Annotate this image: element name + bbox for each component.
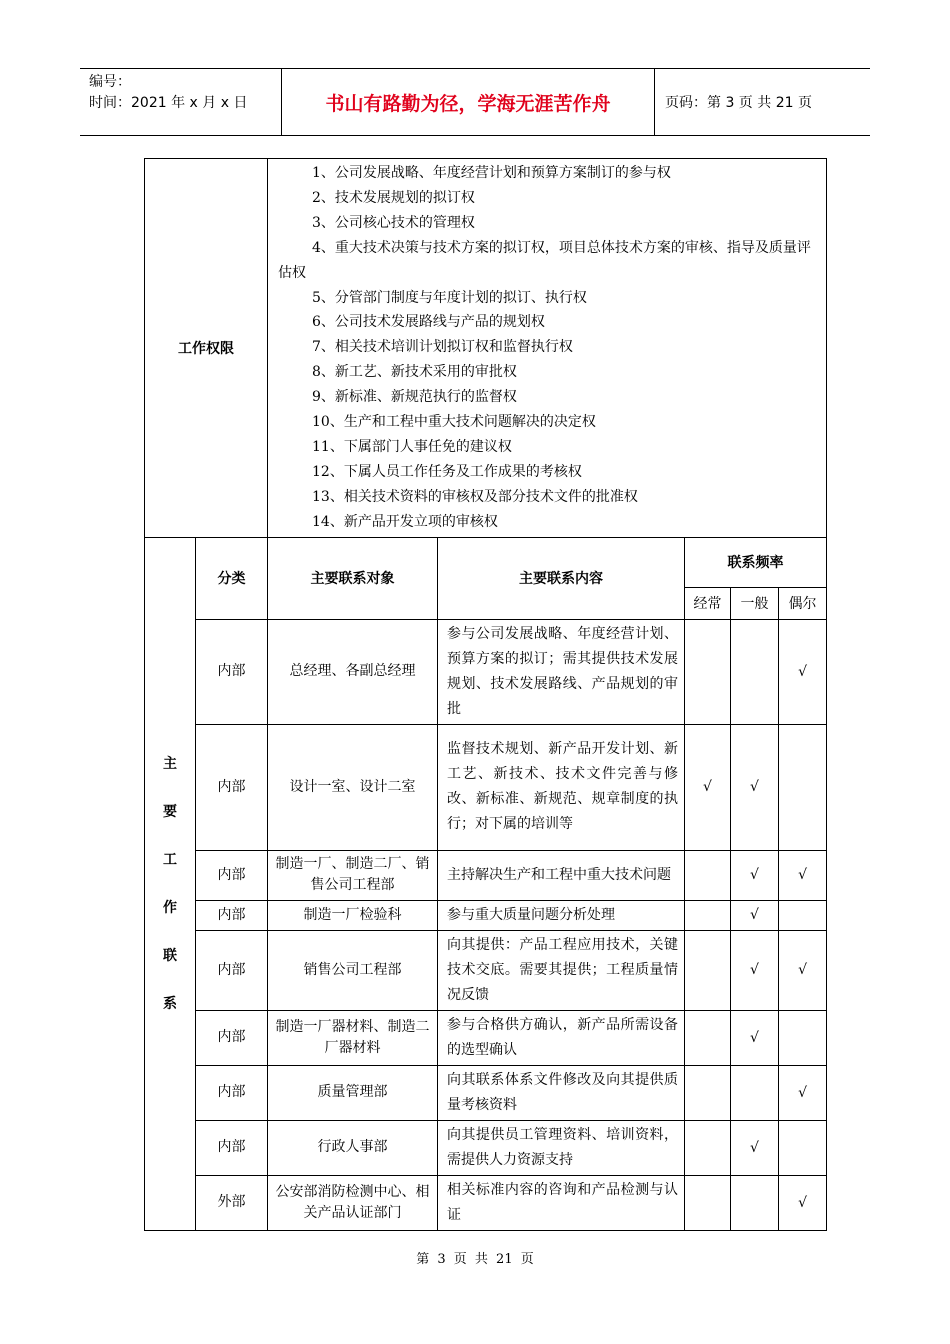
frequency-rarely-cell xyxy=(779,1010,827,1065)
frequency-often-cell xyxy=(685,900,731,930)
header-often: 经常 xyxy=(685,587,731,619)
header-frequency: 联系频率 xyxy=(685,537,827,587)
frequency-normal-cell: √ xyxy=(731,850,779,900)
frequency-often-cell xyxy=(685,619,731,724)
relation-target: 行政人事部 xyxy=(268,1120,438,1175)
relation-content: 参与合格供方确认，新产品所需设备的选型确认 xyxy=(438,1010,685,1065)
frequency-normal-cell: √ xyxy=(731,1010,779,1065)
relation-category: 内部 xyxy=(196,900,268,930)
rights-item: 14、新产品开发立项的审核权 xyxy=(312,513,498,530)
frequency-normal-cell: √ xyxy=(731,930,779,1010)
relations-label-char: 作 xyxy=(163,899,177,916)
relation-content: 向其联系体系文件修改及向其提供质量考核资料 xyxy=(438,1065,685,1120)
relation-row xyxy=(145,619,827,724)
job-description-table xyxy=(144,158,827,1231)
frequency-normal-cell: √ xyxy=(731,900,779,930)
relation-target: 质量管理部 xyxy=(268,1065,438,1120)
relations-label-char: 要 xyxy=(163,803,177,820)
relation-category: 内部 xyxy=(196,1065,268,1120)
rights-item: 12、下属人员工作任务及工作成果的考核权 xyxy=(312,463,582,480)
relation-row xyxy=(145,1175,827,1230)
frequency-often-cell xyxy=(685,930,731,1010)
relation-target: 制造一厂、制造二厂、销售公司工程部 xyxy=(268,850,438,900)
relations-label xyxy=(145,537,196,1230)
relation-target: 公安部消防检测中心、相关产品认证部门 xyxy=(268,1175,438,1230)
relation-target: 制造一厂检验科 xyxy=(268,900,438,930)
relations-header-row xyxy=(145,537,827,587)
frequency-normal-cell xyxy=(731,1175,779,1230)
relation-row xyxy=(145,930,827,1010)
header-normal: 一般 xyxy=(731,587,779,619)
header-category: 分类 xyxy=(196,537,268,619)
frequency-rarely-cell: √ xyxy=(779,930,827,1010)
frequency-rarely-cell xyxy=(779,724,827,850)
header-number: 编号： xyxy=(89,74,131,90)
frequency-rarely-cell: √ xyxy=(779,1175,827,1230)
rights-item: 7、相关技术培训计划拟订权和监督执行权 xyxy=(312,339,573,356)
relation-row xyxy=(145,1010,827,1065)
frequency-rarely-cell xyxy=(779,1120,827,1175)
relation-row xyxy=(145,850,827,900)
relation-category: 内部 xyxy=(196,930,268,1010)
rights-item: 10、生产和工程中重大技术问题解决的决定权 xyxy=(312,414,596,431)
header-target: 主要联系对象 xyxy=(268,537,438,619)
relation-row xyxy=(145,1065,827,1120)
header-meta xyxy=(80,69,282,135)
rights-list xyxy=(268,159,827,538)
rights-item: 9、新标准、新规范执行的监督权 xyxy=(312,389,517,406)
frequency-often-cell: √ xyxy=(685,724,731,850)
frequency-often-cell xyxy=(685,1175,731,1230)
rights-item: 2、技术发展规划的拟订权 xyxy=(312,189,475,206)
header-content: 主要联系内容 xyxy=(438,537,685,619)
rights-item: 4、重大技术决策与技术方案的拟订权，项目总体技术方案的审核、指导及质量评估权 xyxy=(278,239,811,281)
frequency-rarely-cell: √ xyxy=(779,1065,827,1120)
frequency-normal-cell: √ xyxy=(731,724,779,850)
header-page-info: 页码：第 3 页 共 21 页 xyxy=(665,95,812,111)
header-time: 时间：2021 年 x 月 x 日 xyxy=(89,95,248,111)
relation-row xyxy=(145,900,827,930)
relation-category: 内部 xyxy=(196,619,268,724)
rights-row xyxy=(145,159,827,538)
relation-content: 监督技术规划、新产品开发计划、新工艺、新技术、技术文件完善与修改、新标准、新规范、规章制度的执行；对下属的培训等 xyxy=(438,724,685,850)
rights-item: 8、新工艺、新技术采用的审批权 xyxy=(312,364,517,381)
frequency-often-cell xyxy=(685,1120,731,1175)
rights-item: 1、公司发展战略、年度经营计划和预算方案制订的参与权 xyxy=(312,165,671,181)
relations-label-char: 系 xyxy=(163,995,177,1012)
relation-target: 制造一厂器材料、制造二厂器材料 xyxy=(268,1010,438,1065)
frequency-often-cell xyxy=(685,850,731,900)
relations-label-char: 主 xyxy=(163,755,177,772)
rights-item: 11、下属部门人事任免的建议权 xyxy=(312,438,512,455)
relation-content: 参与重大质量问题分析处理 xyxy=(438,900,685,930)
relation-target: 总经理、各副总经理 xyxy=(268,619,438,724)
relation-content: 向其提供员工管理资料、培训资料，需提供人力资源支持 xyxy=(438,1120,685,1175)
frequency-normal-cell xyxy=(731,619,779,724)
frequency-rarely-cell: √ xyxy=(779,850,827,900)
relation-content: 主持解决生产和工程中重大技术问题 xyxy=(438,850,685,900)
rights-item: 6、公司技术发展路线与产品的规划权 xyxy=(312,314,545,331)
header-motto: 书山有路勤为径，学海无涯苦作舟 xyxy=(282,69,655,135)
relation-category: 外部 xyxy=(196,1175,268,1230)
relation-category: 内部 xyxy=(196,1010,268,1065)
relations-label-char: 联 xyxy=(163,947,177,964)
relation-target: 设计一室、设计二室 xyxy=(268,724,438,850)
frequency-normal-cell: √ xyxy=(731,1120,779,1175)
rights-item: 3、公司核心技术的管理权 xyxy=(312,214,475,231)
relation-row xyxy=(145,724,827,850)
frequency-rarely-cell xyxy=(779,900,827,930)
frequency-often-cell xyxy=(685,1010,731,1065)
page-footer: 第 3 页 共 21 页 xyxy=(416,1252,534,1267)
rights-item: 13、相关技术资料的审核权及部分技术文件的批准权 xyxy=(312,488,638,505)
header-rarely: 偶尔 xyxy=(779,587,827,619)
page-header xyxy=(80,68,870,136)
frequency-often-cell xyxy=(685,1065,731,1120)
relation-category: 内部 xyxy=(196,850,268,900)
relation-row xyxy=(145,1120,827,1175)
relation-category: 内部 xyxy=(196,724,268,850)
relation-target: 销售公司工程部 xyxy=(268,930,438,1010)
relation-content: 相关标准内容的咨询和产品检测与认证 xyxy=(438,1175,685,1230)
relations-label-char: 工 xyxy=(163,851,177,868)
rights-label: 工作权限 xyxy=(145,159,268,538)
rights-item: 5、分管部门制度与年度计划的拟订、执行权 xyxy=(312,289,587,306)
frequency-rarely-cell: √ xyxy=(779,619,827,724)
relation-content: 向其提供：产品工程应用技术，关键技术交底。需要其提供；工程质量情况反馈 xyxy=(438,930,685,1010)
relation-content: 参与公司发展战略、年度经营计划、预算方案的拟订；需其提供技术发展规划、技术发展路线、产品规划的审批 xyxy=(438,619,685,724)
frequency-normal-cell xyxy=(731,1065,779,1120)
relation-category: 内部 xyxy=(196,1120,268,1175)
